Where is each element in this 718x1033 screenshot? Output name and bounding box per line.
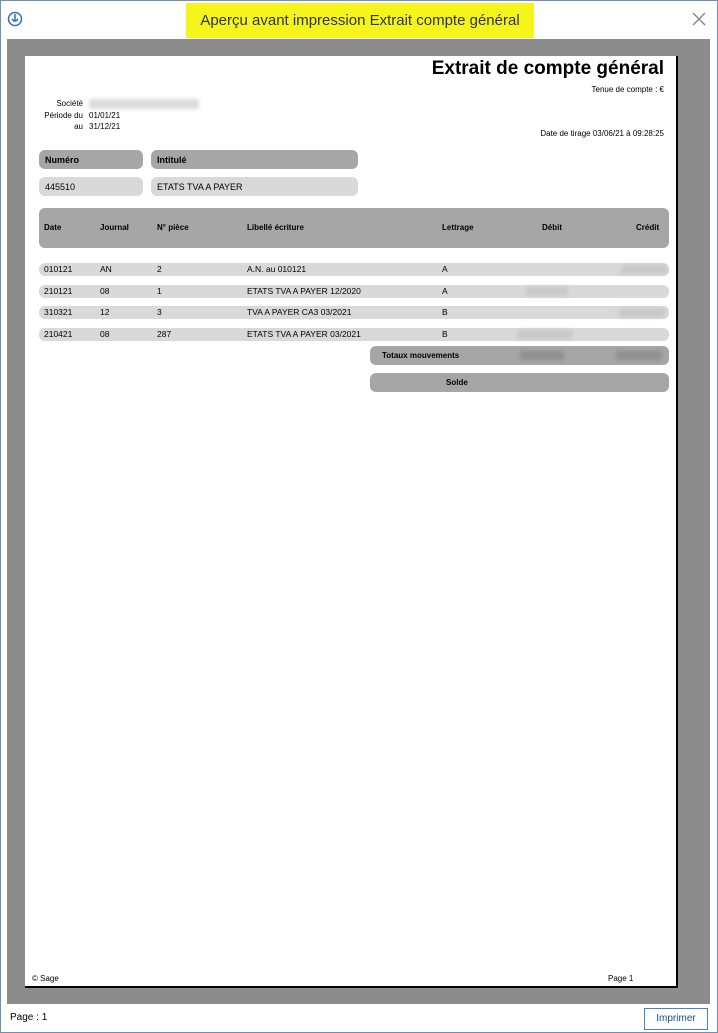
report-page — [25, 56, 678, 988]
cell-journal: AN — [100, 264, 112, 274]
table-row — [39, 285, 669, 298]
totaux-debit-redacted — [520, 351, 564, 360]
cell-date: 210121 — [44, 286, 73, 296]
debit-redacted — [517, 330, 573, 339]
cell-date: 010121 — [44, 264, 73, 274]
periode-au-value: 31/12/21 — [89, 122, 121, 131]
report-title: Extrait de compte général — [431, 58, 664, 79]
col-debit: Débit — [542, 223, 562, 232]
app-icon — [7, 11, 23, 27]
solde — [370, 373, 669, 392]
cell-journal: 12 — [100, 307, 110, 317]
intitule-value: ETATS TVA A PAYER — [151, 177, 358, 196]
col-journal: Journal — [100, 223, 129, 232]
solde-label: Solde — [446, 378, 468, 387]
status-bar — [1, 1006, 717, 1032]
footer-page: Page 1 — [608, 974, 634, 983]
periode-au-label: au — [74, 122, 83, 131]
print-preview-area[interactable] — [7, 39, 710, 1004]
cell-libelle: ETATS TVA A PAYER 12/2020 — [247, 286, 361, 296]
debit-redacted — [526, 287, 568, 296]
col-date: Date — [44, 223, 62, 232]
col-credit: Crédit — [636, 223, 660, 232]
title-bar — [1, 1, 717, 39]
date-tirage: Date de tirage 03/06/21 à 09:28:25 — [540, 129, 664, 138]
totaux-mouvements — [370, 346, 669, 365]
cell-date: 210421 — [44, 329, 73, 339]
table-row — [39, 263, 669, 276]
periode-du-value: 01/01/21 — [89, 111, 121, 120]
col-libelle: Libellé écriture — [247, 223, 304, 232]
societe-value-redacted — [89, 99, 199, 109]
footer-brand: © Sage — [32, 974, 59, 983]
cell-date: 310321 — [44, 307, 73, 317]
window-title-highlight — [186, 3, 534, 38]
page-indicator: Page : 1 — [10, 1012, 48, 1023]
print-button[interactable]: Imprimer — [644, 1008, 708, 1030]
cell-lettrage: B — [442, 329, 448, 339]
cell-piece: 2 — [157, 264, 162, 274]
cell-journal: 08 — [100, 329, 110, 339]
totaux-credit-redacted — [616, 351, 662, 360]
cell-lettrage: B — [442, 307, 448, 317]
cell-lettrage: A — [442, 264, 448, 274]
totaux-label: Totaux mouvements — [382, 351, 460, 360]
close-icon[interactable] — [689, 9, 709, 29]
table-header — [39, 208, 669, 248]
credit-redacted — [621, 265, 667, 274]
cell-libelle: ETATS TVA A PAYER 03/2021 — [247, 329, 361, 339]
cell-piece: 287 — [157, 329, 172, 339]
window-title: Aperçu avant impression Extrait compte général — [200, 12, 520, 29]
table-row — [39, 328, 669, 341]
cell-lettrage: A — [442, 286, 448, 296]
periode-du-label: Période du — [44, 111, 83, 120]
cell-piece: 1 — [157, 286, 162, 296]
cell-libelle: TVA A PAYER CA3 03/2021 — [247, 307, 352, 317]
cell-journal: 08 — [100, 286, 110, 296]
credit-redacted — [619, 308, 665, 317]
intitule-header: Intitulé — [151, 150, 358, 169]
col-lettrage: Lettrage — [442, 223, 474, 232]
societe-label: Société — [56, 99, 83, 108]
table-row — [39, 306, 669, 319]
tenue-de-compte: Tenue de compte : € — [591, 85, 664, 94]
numero-value: 445510 — [39, 177, 143, 196]
cell-libelle: A.N. au 010121 — [247, 264, 307, 274]
cell-piece: 3 — [157, 307, 162, 317]
col-piece: N° pièce — [157, 223, 189, 232]
numero-header: Numéro — [39, 150, 143, 169]
